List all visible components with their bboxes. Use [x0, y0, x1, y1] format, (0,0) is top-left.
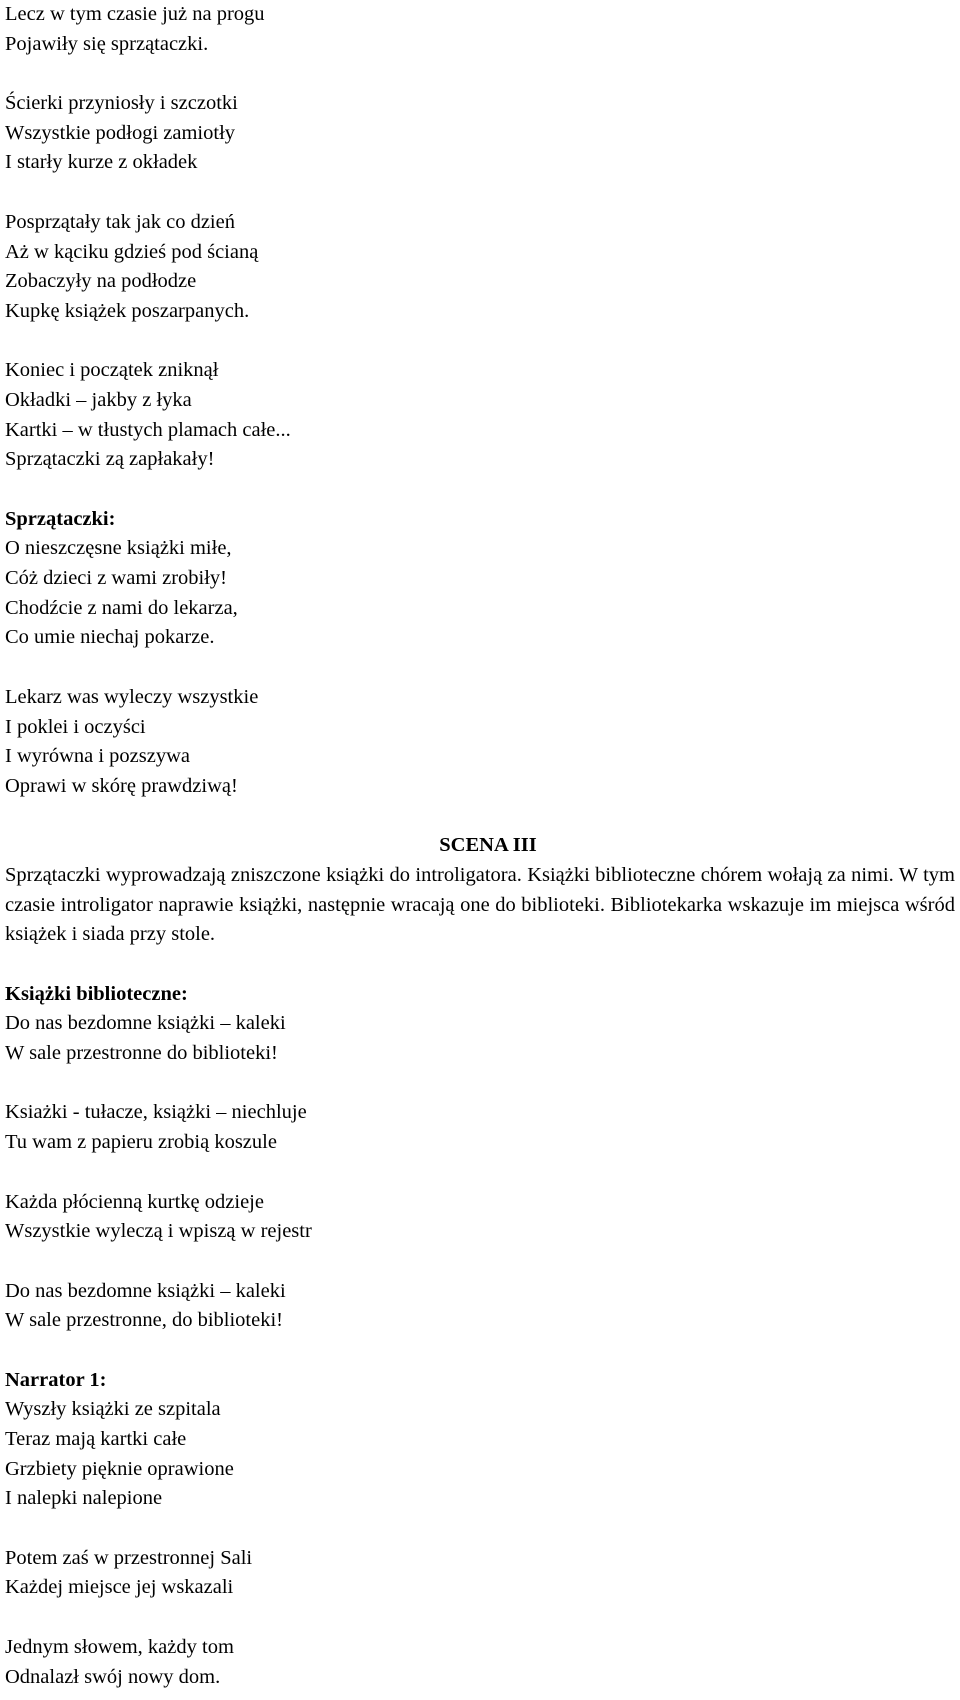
- speaker-heading: Sprzątaczki:: [5, 507, 116, 530]
- scene-title: SCENA III: [439, 834, 537, 857]
- stanza-gap: [5, 475, 955, 505]
- stanza: [5, 89, 955, 178]
- stanza: [5, 1544, 955, 1603]
- stanza: [5, 356, 955, 475]
- verse-line: Każdej miejsce jej wskazali: [5, 1576, 234, 1599]
- verse-line: Pojawiły się sprzątaczki.: [5, 32, 209, 55]
- stanza: [5, 1277, 955, 1336]
- verse-line: Wszystkie podłogi zamiotły: [5, 121, 236, 144]
- stanza-gap: [5, 1158, 955, 1188]
- verse-line: W sale przestronne, do biblioteki!: [5, 1309, 284, 1332]
- verse-line: W sale przestronne do biblioteki!: [5, 1042, 278, 1065]
- scene-block: [5, 831, 955, 950]
- verse-line: Oprawi w skórę prawdziwą!: [5, 774, 238, 797]
- stanza-gap: [5, 178, 955, 208]
- verse-line: Chodźcie z nami do lekarza,: [5, 596, 238, 619]
- document-page: [5, 0, 955, 1692]
- verse-line: Do nas bezdomne książki – kaleki: [5, 1012, 286, 1035]
- verse-line: Kupkę książek poszarpanych.: [5, 299, 250, 322]
- stanza-gap: [5, 1069, 955, 1099]
- stanza-gap: [5, 950, 955, 980]
- verse-line: Jednym słowem, każdy tom: [5, 1635, 234, 1658]
- verse-line: Ksiażki - tułacze, książki – niechluje: [5, 1101, 307, 1124]
- verse-line: Odnalazł swój nowy dom.: [5, 1665, 221, 1688]
- verse-line: Grzbiety pięknie oprawione: [5, 1457, 234, 1480]
- stanza-gap: [5, 1336, 955, 1366]
- stanza-gap: [5, 1603, 955, 1633]
- stanza: [5, 1098, 955, 1157]
- stage-direction: Sprzątaczki wyprowadzają zniszczone książki do introligatora. Książki biblioteczne chórem wołają za nimi. W tym czasie introligator naprawie książki, następnie wracają one do biblioteki. Bibliotekarka wskazuje im miejsca wśród książek i siada przy stole.: [5, 863, 955, 946]
- verse-line: I starły kurze z okładek: [5, 151, 198, 174]
- stanza: [5, 1188, 955, 1247]
- verse-line: Koniec i początek zniknął: [5, 359, 219, 382]
- verse-line: Ścierki przyniosły i szczotki: [5, 92, 238, 115]
- verse-line: Zobaczyły na podłodze: [5, 270, 197, 293]
- verse-line: Lekarz was wyleczy wszystkie: [5, 685, 259, 708]
- stanza: [5, 683, 955, 802]
- verse-line: Każda płócienną kurtkę odzieje: [5, 1190, 264, 1213]
- stanza: [5, 1633, 955, 1692]
- speaker-heading: Książki biblioteczne:: [5, 982, 188, 1005]
- verse-line: Aż w kąciku gdzieś pod ścianą: [5, 240, 259, 263]
- speaker-heading: Narrator 1:: [5, 1368, 107, 1391]
- verse-line: Kartki – w tłustych plamach całe...: [5, 418, 291, 441]
- verse-line: I nalepki nalepione: [5, 1487, 163, 1510]
- verse-line: Lecz w tym czasie już na progu: [5, 3, 265, 25]
- verse-line: Wszystkie wyleczą i wpiszą w rejestr: [5, 1220, 312, 1243]
- stanza-gap: [5, 1514, 955, 1544]
- stanza-gap: [5, 802, 955, 832]
- verse-line: O nieszczęsne książki miłe,: [5, 537, 232, 560]
- verse-line: Wyszły książki ze szpitala: [5, 1398, 221, 1421]
- verse-line: Okładki – jakby z łyka: [5, 388, 192, 411]
- stanza-gap: [5, 1247, 955, 1277]
- verse-line: Potem zaś w przestronnej Sali: [5, 1546, 253, 1569]
- stanza-gap: [5, 653, 955, 683]
- stanza: [5, 208, 955, 327]
- stanza: [5, 980, 955, 1069]
- verse-line: I poklei i oczyści: [5, 715, 146, 738]
- stanza: [5, 505, 955, 653]
- verse-line: Co umie niechaj pokarze.: [5, 626, 215, 649]
- verse-line: Do nas bezdomne książki – kaleki: [5, 1279, 286, 1302]
- stanza: [5, 1366, 955, 1514]
- verse-line: Posprzątały tak jak co dzień: [5, 210, 235, 233]
- verse-line: Sprzątaczki zą zapłakały!: [5, 448, 215, 471]
- stanza: [5, 0, 955, 59]
- verse-line: I wyrówna i pozszywa: [5, 745, 191, 768]
- verse-line: Tu wam z papieru zrobią koszule: [5, 1131, 277, 1154]
- verse-line: Cóż dzieci z wami zrobiły!: [5, 567, 227, 590]
- stanza-gap: [5, 59, 955, 89]
- stanza-gap: [5, 327, 955, 357]
- verse-line: Teraz mają kartki całe: [5, 1428, 187, 1451]
